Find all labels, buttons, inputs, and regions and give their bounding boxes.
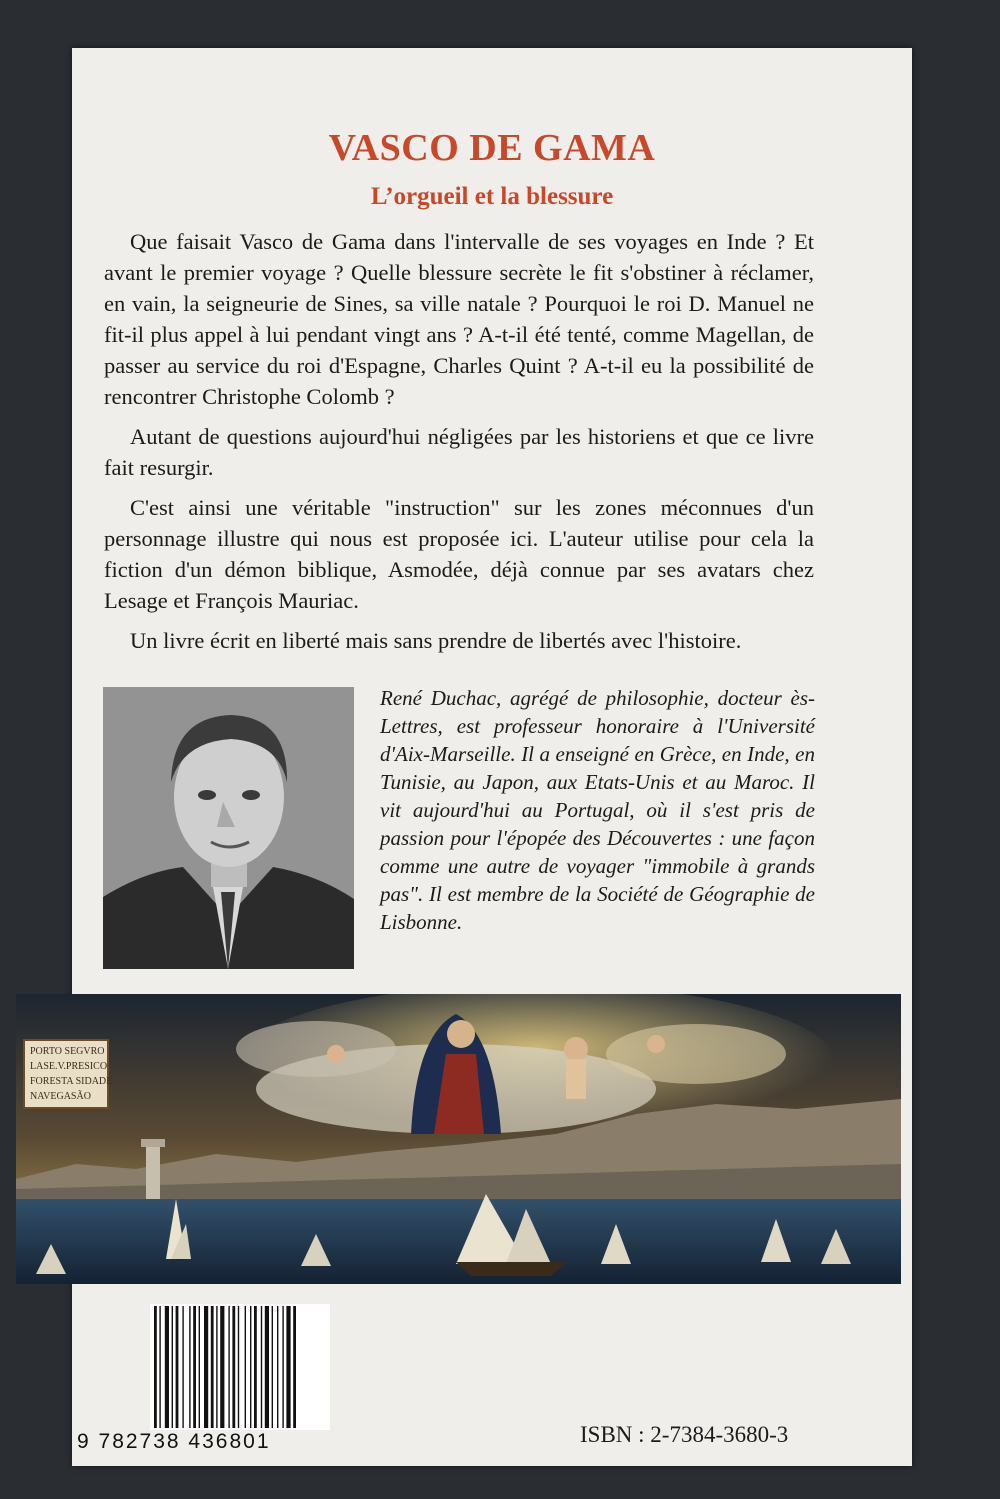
barcode-digits: 9 782738 436801: [77, 1430, 271, 1453]
barcode-bar: [159, 1306, 160, 1428]
barcode-bar: [211, 1306, 214, 1428]
barcode-bar: [250, 1306, 251, 1428]
blurb-paragraph: C'est ainsi une véritable "instruction" sur les zones méconnues d'un personnage illustre qui nous est proposée ici. L'auteur utilise pour cela la fiction d'un démon biblique, Asmodée, déjà connue par ses avatars chez Lesage et François Mauriac.: [104, 495, 814, 613]
barcode-bar: [176, 1306, 179, 1428]
book-back-cover: [30, 48, 912, 1466]
barcode-bar: [245, 1306, 246, 1428]
barcode-bar: [277, 1306, 278, 1428]
book-subtitle: L’orgueil et la blessure: [370, 183, 614, 210]
painting-banner-line: NAVEGASÃO: [30, 1091, 91, 1102]
barcode-bar: [193, 1306, 196, 1428]
blurb-paragraph: Un livre écrit en liberté mais sans prendre de libertés avec l'histoire.: [130, 628, 742, 653]
barcode-bar: [254, 1306, 257, 1428]
barcode-bar: [286, 1306, 290, 1428]
barcode-bar: [272, 1306, 273, 1428]
blurb: [104, 226, 814, 665]
barcode-bar: [216, 1306, 217, 1428]
barcode-bar: [228, 1306, 229, 1428]
barcode-bar: [172, 1306, 173, 1428]
barcode-bar: [204, 1306, 208, 1428]
author-photo: [103, 687, 354, 969]
barcode: [150, 1304, 330, 1430]
author-bio: René Duchac, agrégé de philosophie, docteur ès-Lettres, est professeur honoraire à l'Université d'Aix-Marseille. Il a enseigné en Grèce, en Inde, en Tunisie, au Japon, aux Etats-Unis et au Maroc. Il vit aujourd'hui au Portugal, où il s'est pris de passion pour l'épopée des Découvertes : une façon comme une autre de voyager "immobile à grands pas". Il est membre de la Société de Géographie de Lisbonne.: [380, 686, 815, 934]
barcode-bar: [182, 1306, 183, 1428]
blurb-paragraph: Que faisait Vasco de Gama dans l'intervalle de ses voyages en Inde ? Et avant le premier voyage ? Quelle blessure secrète le fit s'obstiner à réclamer, en vain, la seigneurie de Sines, sa ville natale ? Pourquoi le roi D. Manuel ne fit-il plus appel à lui pendant vingt ans ? A-t-il été tenté, comme Magellan, de passer au service du roi d'Espagne, Charles Quint ? A-t-il eu la possibilité de rencontrer Christophe Colomb ?: [104, 229, 814, 409]
barcode-bar: [220, 1306, 224, 1428]
isbn-label: ISBN : 2-7384-3680-3: [580, 1422, 789, 1447]
barcode-bar: [154, 1306, 157, 1428]
barcode-bar: [232, 1306, 235, 1428]
barcode-bar: [261, 1306, 262, 1428]
barcode-bar: [265, 1306, 269, 1428]
barcode-bar: [293, 1306, 296, 1428]
barcode-bar: [165, 1306, 169, 1428]
barcode-bar: [238, 1306, 239, 1428]
barcode-bar: [189, 1306, 190, 1428]
painting-banner-line: PORTO SEGVRO: [30, 1046, 105, 1057]
painting-banner-line: LASE.V.PRESICO: [30, 1061, 108, 1072]
lisbon-painting: [16, 994, 901, 1284]
painting-banner-line: FORESTA SIDADE: [30, 1076, 113, 1087]
book-title: VASCO DE GAMA: [328, 127, 656, 169]
barcode-bar: [199, 1306, 200, 1428]
blurb-paragraph: Autant de questions aujourd'hui négligées par les historiens et que ce livre fait resurgir.: [104, 424, 814, 480]
barcode-bar: [282, 1306, 283, 1428]
